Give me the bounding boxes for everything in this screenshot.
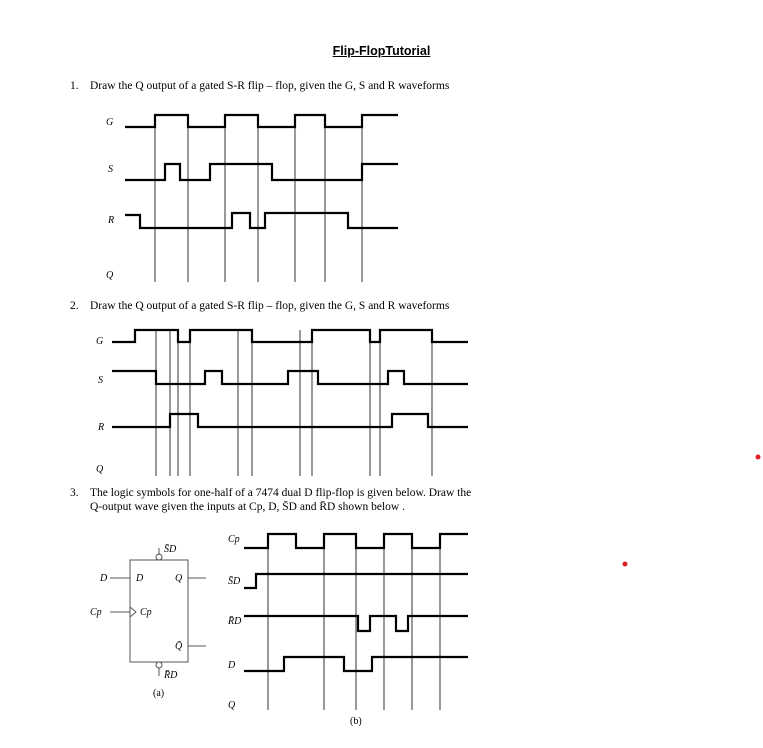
diagram-2-q-label: Q	[96, 464, 104, 475]
diagram-2-r-wave	[112, 414, 468, 427]
diagram-2-s-wave	[112, 371, 468, 384]
symbol-rd-label: R̄D	[164, 670, 178, 681]
diagram-2-g-label: G	[96, 336, 104, 347]
symbol-cp-input-label: Cp	[90, 607, 102, 618]
page-title: Flip-FlopTutorial	[332, 44, 431, 58]
symbol-d-input-label: D	[100, 573, 108, 584]
symbol-d-pin-label: D	[136, 573, 144, 584]
symbol-qbar-label: Q̄	[175, 641, 183, 652]
symbol-q-label: Q	[175, 573, 183, 584]
diagram-3-waves	[227, 534, 468, 727]
diagram-1-r-label: R	[108, 215, 115, 226]
diagram-2-r-label: R	[98, 422, 105, 433]
diagram-3-gridlines	[268, 534, 440, 710]
wave-q-label: Q	[228, 700, 236, 711]
diagram-1-g-label: G	[106, 117, 114, 128]
red-marker-dot	[756, 455, 761, 460]
diagram-3-symbol	[90, 543, 206, 699]
question-3-line2: Q-output wave given the inputs at Cp, D, S̄D and R̄D shown below .	[90, 501, 405, 513]
diagram-1-r-wave	[125, 213, 398, 228]
question-1-number: 1.	[70, 80, 79, 92]
diagram-1-g-wave	[125, 115, 398, 127]
diagram-2	[96, 330, 468, 476]
wave-sd-label: S̄D	[228, 576, 241, 587]
diagram-2-gridlines	[156, 330, 432, 476]
rd-pin-bubble	[156, 662, 162, 668]
question-2-text: Draw the Q output of a gated S-R flip – flop, given the G, S and R waveforms	[90, 300, 450, 312]
symbol-caption: (a)	[153, 688, 165, 699]
wave-d-label: D	[228, 660, 236, 671]
diagram-1	[106, 115, 398, 282]
question-1-text: Draw the Q output of a gated S-R flip – flop, given the G, S and R waveforms	[90, 80, 450, 92]
diagram-1-s-wave	[125, 164, 398, 180]
wave-cp	[244, 534, 468, 548]
diagram-2-g-wave	[112, 330, 468, 342]
clock-edge-symbol	[130, 607, 136, 617]
wave-rd-label: R̄D	[228, 616, 242, 627]
symbol-cp-pin-label: Cp	[140, 607, 152, 618]
diagram-2-s-label: S	[98, 375, 103, 386]
question-3-text-line1: The logic symbols for one-half of a 7474 dual D flip-flop is given below. Draw the	[90, 487, 472, 499]
question-2-number: 2.	[70, 300, 79, 312]
red-marker-dot	[623, 562, 628, 567]
symbol-sd-label: S̄D	[164, 544, 177, 555]
diagram-1-s-label: S	[108, 164, 113, 175]
waves-caption: (b)	[350, 716, 362, 727]
wave-cp-label: Cp	[228, 534, 240, 545]
diagram-1-gridlines	[155, 115, 362, 282]
diagram-1-q-label: Q	[106, 270, 114, 281]
question-3-number: 3.	[70, 487, 79, 499]
